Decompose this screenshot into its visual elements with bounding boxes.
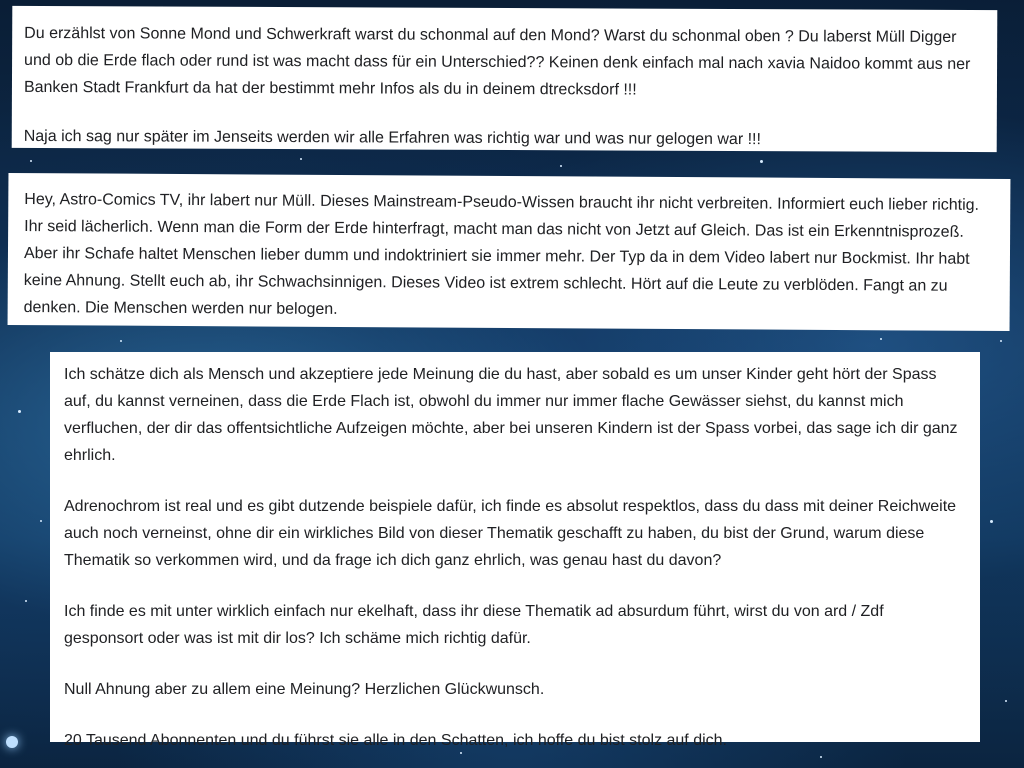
comment-text: Null Ahnung aber zu allem eine Meinung? Herzlichen Glückwunsch. bbox=[64, 681, 545, 698]
star bbox=[760, 160, 763, 163]
star bbox=[820, 756, 822, 758]
comment-text: Hey, Astro-Comics TV, ihr labert nur Müll. Dieses Mainstream-Pseudo-Wissen braucht ihr nicht verbreiten. Informiert euch lieber richtig. Ihr seid lächerlich. Wenn man die Form der Erde hinterfragt, macht man das nicht von Jetzt auf Gleich. Das ist ein Erkenntnisprozeß. Aber ihr Schafe haltet Menschen lieber dumm und indoktriniert sie immer mehr. Der Typ da in dem Video labert nur Bockmist. Ihr habt keine Ahnung. Stellt euch ab, ihr Schwachsinnigen. Dieses Video ist extrem schlecht. Hört auf die Leute zu verblöden. Fangt an zu denken. Die Menschen werden nur belogen. bbox=[23, 191, 980, 318]
star bbox=[120, 340, 122, 342]
comment-text: Ich schätze dich als Mensch und akzeptiere jede Meinung die du hast, aber sobald es um unser Kinder geht hört der Spass auf, du kannst verneinen, dass die Erde Flach ist, obwohl du immer nur immer flache Gewässer siehst, du kannst mich verfluchen, der dir das offentsichtliche Aufzeigen möchte, aber bei unseren Kindern ist der Spass vorbei, das sage ich dir ganz ehrlich. bbox=[64, 366, 958, 464]
star bbox=[990, 520, 993, 523]
comment-text: Du erzählst von Sonne Mond und Schwerkraft warst du schonmal auf den Mond? Warst du schonmal oben ? Du laberst Müll Digger und ob die Erde flach oder rund ist was macht dass für ein Unterschied?? Keinen denk einfach mal nach xavia Naidoo kommt aus ner Banken Stadt Frankfurt da hat der bestimmt mehr Infos als du in deinem dtrecksdorf !!! bbox=[23, 24, 971, 99]
comment-text: Adrenochrom ist real und es gibt dutzende beispiele dafür, ich finde es absolut respektlos, dass du dass mit deiner Reichweite auch noch verneinst, ohne dir ein wirkliches Bild von dieser Thematik geschafft zu haben, du bist der Grund, warum diese Thematik so verkommen wird, und da frage ich dich ganz ehrlich, was genau hast du davon? bbox=[64, 498, 957, 569]
comment-card-third bbox=[50, 352, 980, 749]
comment-card-first bbox=[12, 6, 998, 152]
star bbox=[18, 410, 21, 413]
comment-text: 20 Tausend Abonnenten und du führst sie alle in den Schatten, ich hoffe du bist stolz auf dich. bbox=[64, 732, 727, 749]
star bbox=[40, 520, 42, 522]
star bbox=[1005, 700, 1007, 702]
star bbox=[880, 338, 882, 340]
star bbox=[300, 158, 302, 160]
comment-text: Ich finde es mit unter wirklich einfach nur ekelhaft, dass ihr diese Thematik ad absurdum führt, wirst du von ard / Zdf gesponsort oder was ist mit dir los? Ich schäme mich richtig dafür. bbox=[64, 603, 884, 647]
star bbox=[1000, 340, 1002, 342]
star bbox=[25, 600, 27, 602]
comment-text: Naja ich sag nur später im Jenseits werden wir alle Erfahren was richtig war und was nur gelogen war !!! bbox=[23, 127, 762, 149]
comment-card-second bbox=[8, 173, 1011, 331]
star bbox=[6, 736, 18, 748]
star bbox=[560, 165, 562, 167]
star bbox=[30, 160, 32, 162]
